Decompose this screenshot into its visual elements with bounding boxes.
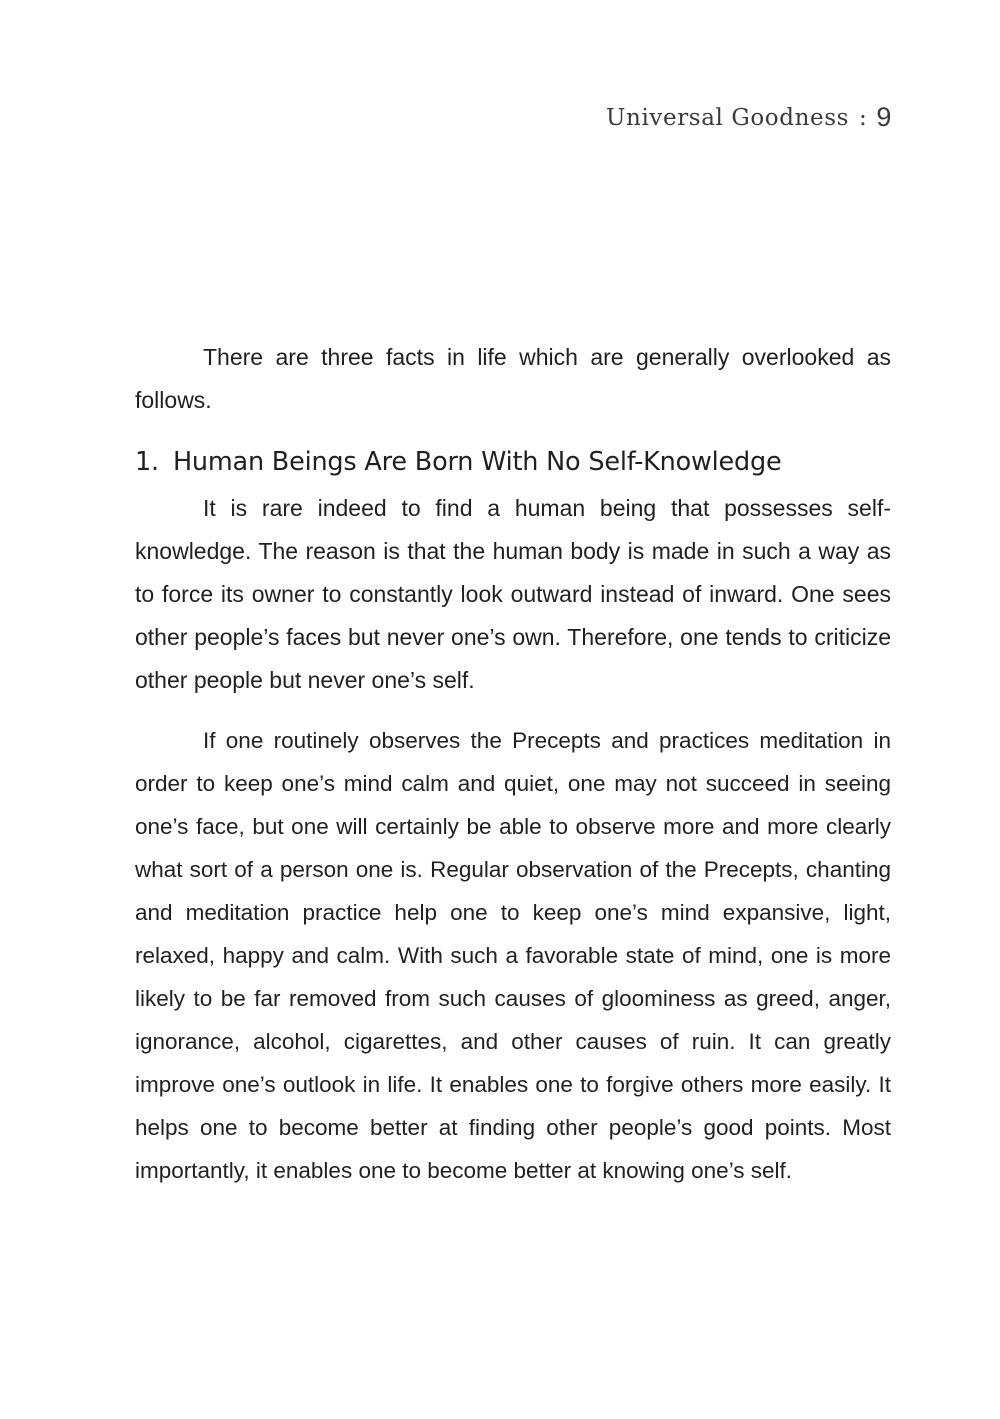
body-text: [135, 336, 891, 1192]
paragraph: It is rare indeed to find a human being that possesses self-knowledge. The reason is that the human body is made in such a way as to force its owner to constantly look outward instead of inward. One sees other people’s faces but never one’s own. Therefore, one tends to criticize other people but never one’s self.: [135, 495, 891, 693]
running-head-title: Universal Goodness: [606, 105, 850, 131]
running-head-separator: :: [859, 105, 868, 131]
paragraph: If one routinely observes the Precepts and practices meditation in order to keep one’s mind calm and quiet, one may not succeed in seeing one’s face, but one will certainly be able to observe more and more clearly what sort of a person one is. Regular observation of the Precepts, chanting and meditation practice help one to keep one’s mind expansive, light, relaxed, happy and calm. With such a favorable state of mind, one is more likely to be far removed from such causes of gloominess as greed, anger, ignorance, alcohol, cigarettes, and other causes of ruin. It can greatly improve one’s outlook in life. It enables one to forgive others more easily. It helps one to become better at finding other people’s good points. Most importantly, it enables one to become better at knowing one’s self.: [135, 728, 891, 1183]
section-title: Human Beings Are Born With No Self-Knowledge: [172, 447, 782, 477]
page-number: 9: [876, 102, 892, 132]
running-head: [606, 101, 892, 132]
section-number: 1.: [135, 447, 159, 477]
section-heading: [135, 440, 891, 484]
intro-paragraph: There are three facts in life which are generally overlooked as follows.: [135, 344, 891, 413]
